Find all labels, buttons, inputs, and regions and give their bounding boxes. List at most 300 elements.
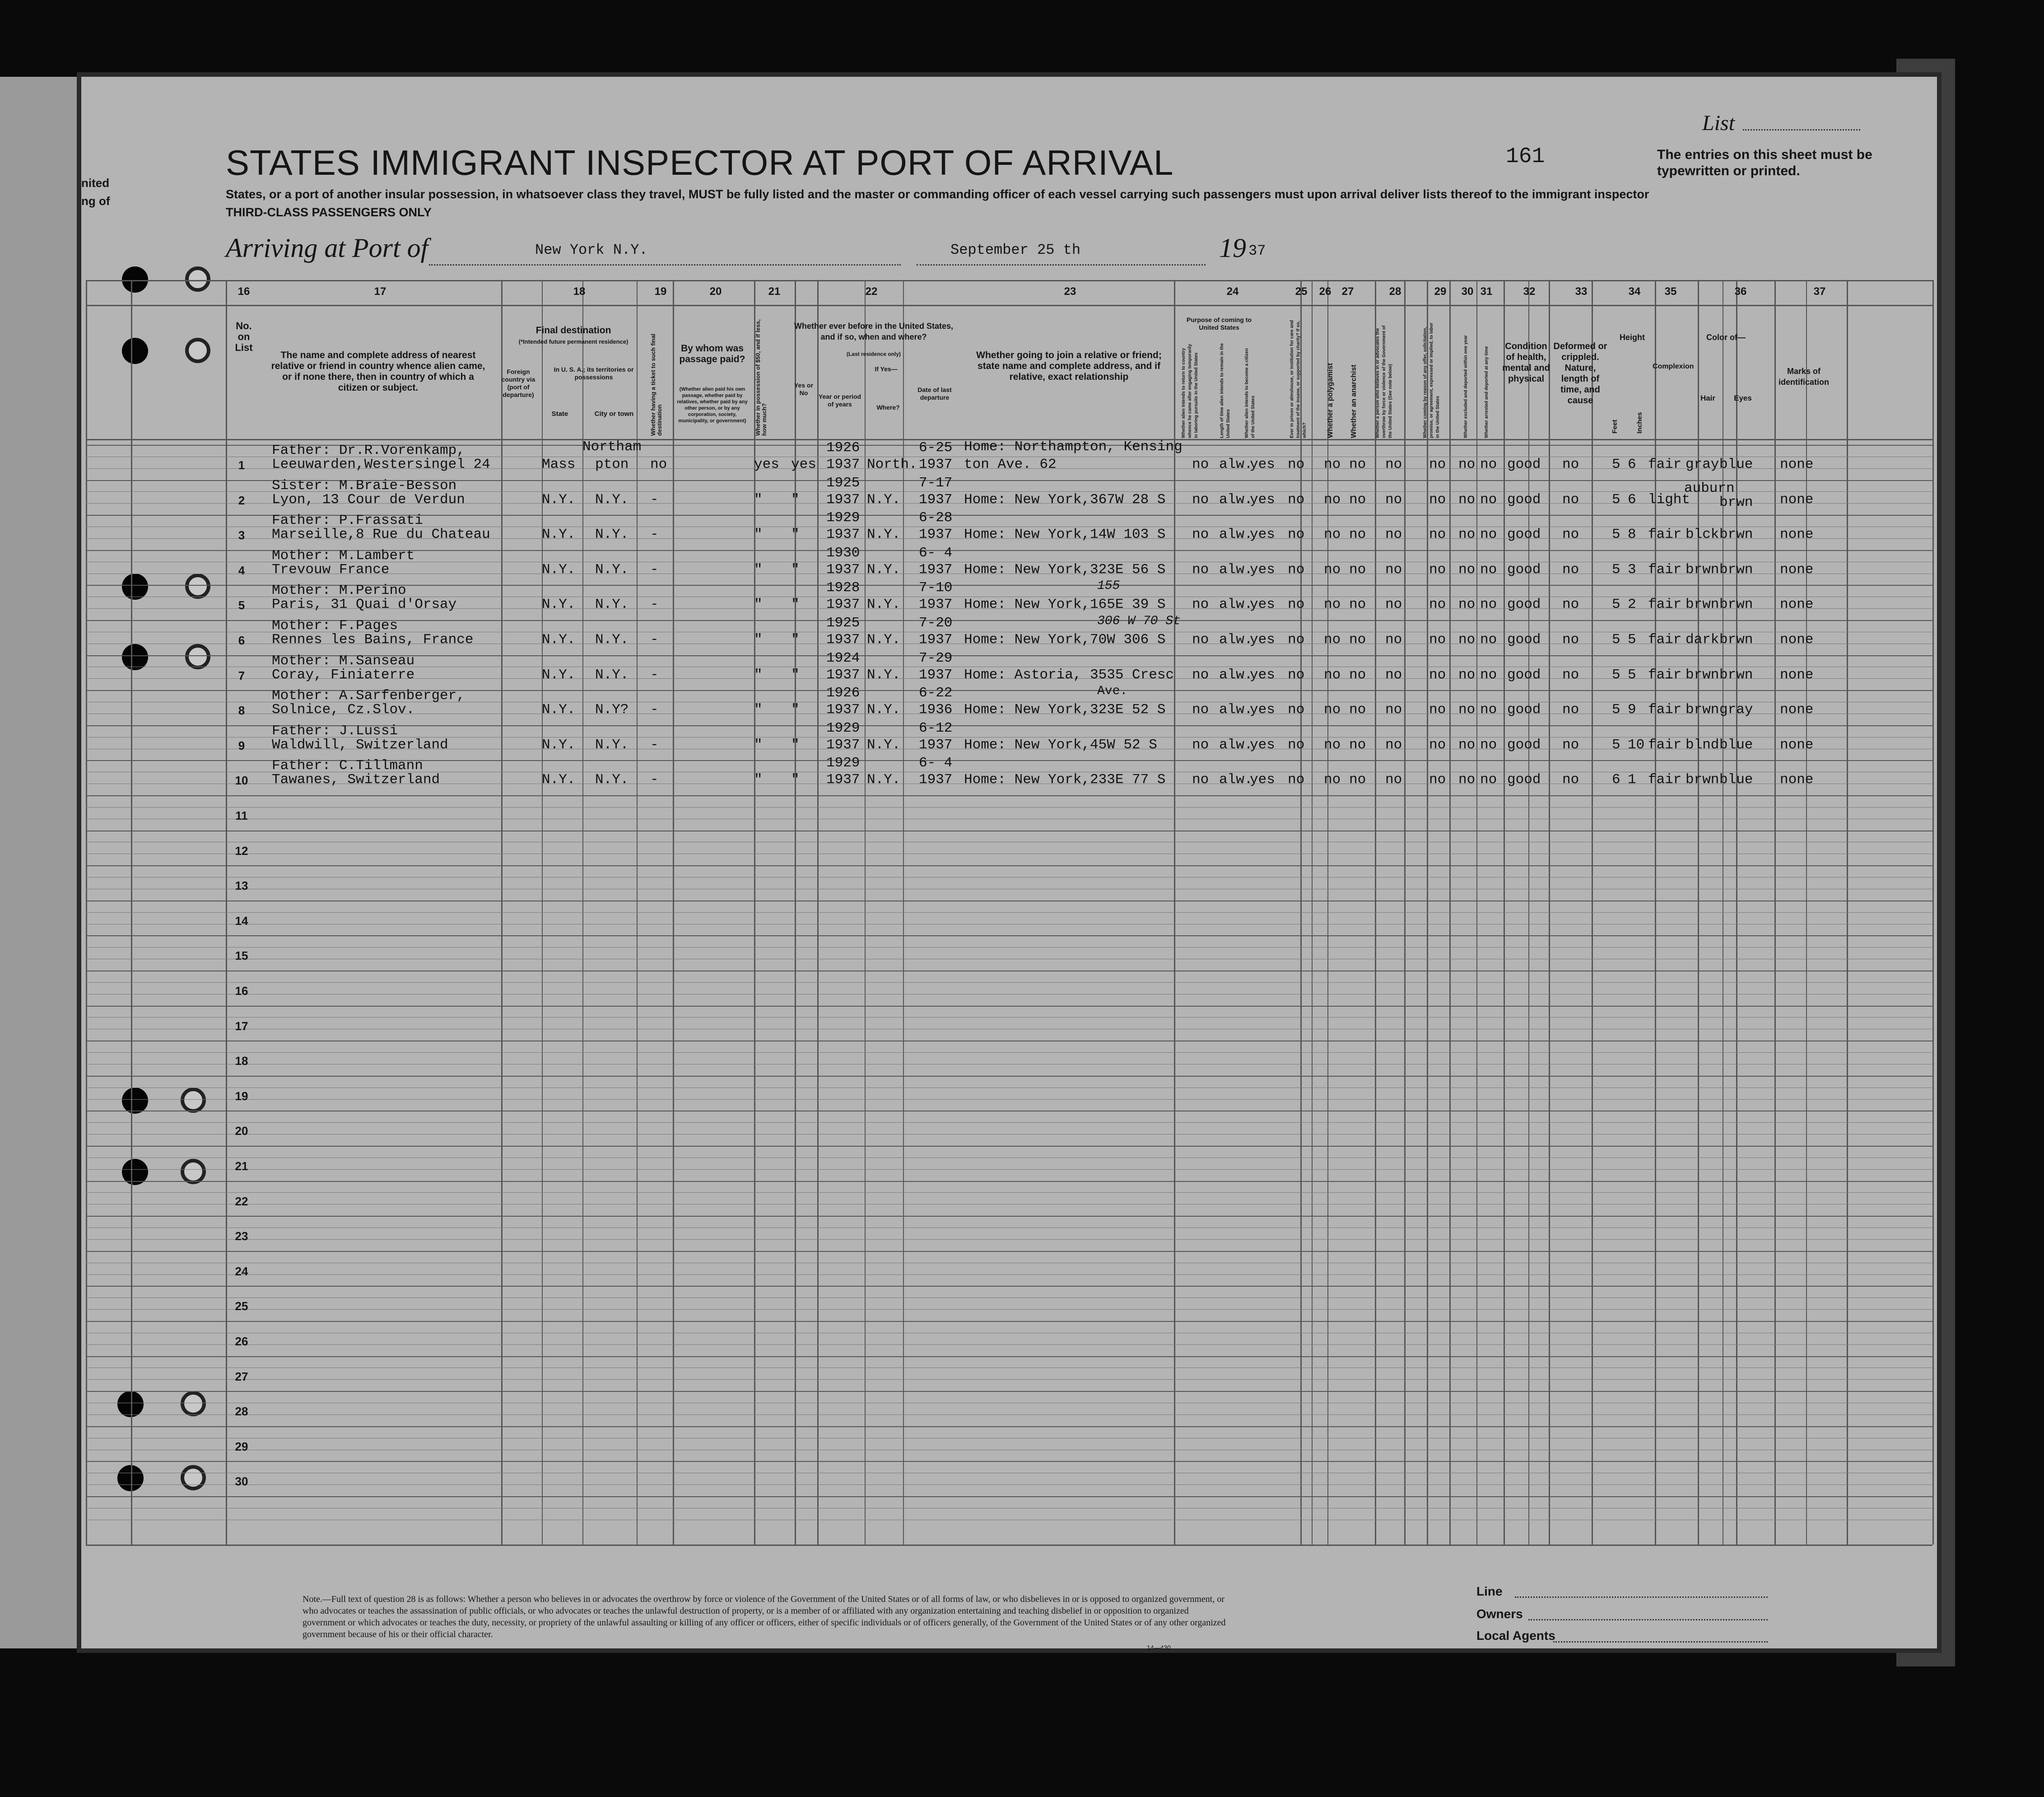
header-deformed: Deformed or crippled. Nature, length of time, and cause <box>1553 341 1607 406</box>
header-final-destination-note: (*Intended future permanent residence) <box>518 338 629 345</box>
stay-length: alw. <box>1219 632 1253 648</box>
header-date-last-departure: Date of last departure <box>917 386 952 401</box>
header-where: Where? <box>876 404 900 411</box>
previous-visit-where: N.Y. <box>867 737 901 753</box>
previous-visit-where: N.Y. <box>867 491 901 508</box>
ledger-line <box>86 865 1932 866</box>
last-departure-date: 6-28 <box>919 510 953 526</box>
relative-name: Mother: F.Pages <box>272 618 398 634</box>
entries-note: The entries on this sheet must be typewritten or printed. <box>1657 147 1872 178</box>
identification-marks: none <box>1780 702 1814 718</box>
header-purpose: Purpose of coming to United States <box>1187 316 1252 331</box>
identification-marks: none <box>1780 561 1814 578</box>
returning-answer: no <box>1192 667 1209 683</box>
relative-name: Sister: M.Braie-Besson <box>272 477 457 494</box>
deformed-answer: no <box>1562 667 1579 683</box>
row-number: 27 <box>235 1369 248 1383</box>
row-number: 13 <box>235 879 248 893</box>
joining-address-note: 306 W 70 St <box>1097 614 1181 628</box>
header-no-on-list: No. on List <box>235 320 253 353</box>
hair-color: blnd <box>1685 737 1719 753</box>
deported-answer: no <box>1480 737 1497 753</box>
header-eyes: Eyes <box>1734 394 1752 402</box>
excluded-answer: no <box>1458 527 1476 543</box>
previous-visit-year: 1925 <box>826 475 860 491</box>
deformed-answer: no <box>1562 457 1579 472</box>
last-departure-year: 1937 <box>919 772 953 788</box>
header-25: Ever in prison or almshouse, or institution for care and treatment of the insane, or supported by charity? If so, which? <box>1290 320 1307 438</box>
returning-answer: no <box>1192 527 1209 543</box>
prison-answer: no <box>1288 457 1305 472</box>
ledger-line <box>86 1391 1932 1392</box>
joining-address: Home: Astoria, 3535 Cresc <box>964 667 1174 683</box>
ledger-line <box>86 1216 1932 1217</box>
header-possession-50: Whether in possession of $50, and if less, how much? <box>754 319 768 436</box>
question-28-answer: no <box>1385 527 1402 543</box>
column-number-27: 27 <box>1341 285 1354 298</box>
relative-address: Waldwill, Switzerland <box>272 737 448 753</box>
row-number: 4 <box>238 563 245 577</box>
row-number: 29 <box>235 1439 248 1453</box>
excluded-answer: no <box>1458 772 1476 788</box>
ledger-line <box>86 1309 1932 1310</box>
ledger-line <box>86 1414 1932 1415</box>
destination-city-part: Northam <box>582 439 642 455</box>
prison-answer: no <box>1288 737 1305 753</box>
joining-address: ton Ave. 62 <box>964 457 1057 472</box>
column-number-21: 21 <box>768 285 781 298</box>
excluded-answer: no <box>1458 561 1476 578</box>
previous-visit-year-end: 1937 <box>826 527 860 543</box>
strip-fragment-2: ng of <box>81 194 110 208</box>
relative-name: Father: C.Tillmann <box>272 758 423 774</box>
ledger-line <box>86 1181 1932 1182</box>
ticket-status: - <box>650 561 659 578</box>
prison-answer: no <box>1288 597 1305 613</box>
eye-color: gray <box>1719 702 1753 718</box>
stay-length: alw. <box>1219 737 1253 753</box>
complexion: fair <box>1648 702 1682 718</box>
local-agents-label: Local Agents <box>1476 1629 1555 1643</box>
complexion: fair <box>1648 527 1682 543</box>
joining-address-note: Home: Northampton, Kensing <box>964 439 1183 455</box>
anarchist-answer: no <box>1349 491 1366 508</box>
stay-length: alw. <box>1219 561 1253 578</box>
complexion: fair <box>1648 457 1682 472</box>
height-feet: 5 <box>1612 667 1620 683</box>
destination-state: N.Y. <box>542 527 576 543</box>
height-feet: 5 <box>1612 561 1620 578</box>
identification-marks: none <box>1780 772 1814 788</box>
question-28-answer: no <box>1385 667 1402 683</box>
question-28-answer: no <box>1385 597 1402 613</box>
header-color-of: Color of— <box>1706 333 1746 342</box>
complexion: fair <box>1648 597 1682 613</box>
column-number-20: 20 <box>709 285 722 298</box>
ledger-line <box>86 1076 1932 1077</box>
header-condition: Condition of health, mental and physical <box>1502 341 1550 384</box>
row-number: 30 <box>235 1475 248 1489</box>
ledger-line <box>86 1099 1932 1100</box>
joining-address: Home: New York,70W 306 S <box>964 632 1166 648</box>
relative-name: Mother: A.Sarfenberger, <box>272 688 465 704</box>
deformed-answer: no <box>1562 527 1579 543</box>
last-departure-date: 7-20 <box>919 615 953 631</box>
height-inches: 5 <box>1628 632 1636 648</box>
deported-answer: no <box>1480 772 1497 788</box>
relative-address: Tawanes, Switzerland <box>272 772 440 788</box>
eye-color: brwn <box>1719 527 1753 543</box>
column-number-37: 37 <box>1813 285 1826 298</box>
labor-offer-answer: no <box>1429 561 1446 578</box>
identification-marks: none <box>1780 667 1814 683</box>
column-number-28: 28 <box>1389 285 1401 298</box>
anarchist-answer: no <box>1349 527 1366 543</box>
line-blank <box>1515 1596 1768 1598</box>
column-number-32: 32 <box>1523 285 1536 298</box>
deformed-answer: no <box>1562 632 1579 648</box>
previous-visit-where: N.Y. <box>867 667 901 683</box>
eye-color: blue <box>1719 772 1753 788</box>
ever-before-in-us: " <box>791 632 800 648</box>
last-departure-year: 1937 <box>919 527 953 543</box>
prison-answer: no <box>1288 561 1305 578</box>
header-height: Height <box>1620 333 1645 342</box>
ledger-line <box>86 1356 1932 1357</box>
row-number: 19 <box>235 1089 248 1103</box>
joining-address: Home: New York,14W 103 S <box>964 527 1166 543</box>
ledger-line <box>86 1169 1932 1170</box>
height-feet: 5 <box>1612 597 1620 613</box>
stay-length: alw. <box>1219 527 1253 543</box>
ticket-status: - <box>650 702 659 718</box>
ledger-line <box>86 947 1932 948</box>
height-inches: 3 <box>1628 561 1636 578</box>
previous-visit-year: 1926 <box>826 440 860 456</box>
eye-color: blue <box>1719 457 1753 472</box>
row-number: 28 <box>235 1405 248 1419</box>
row-number: 2 <box>238 493 245 507</box>
passage-paid-ditto: " <box>754 597 763 613</box>
anarchist-answer: no <box>1349 457 1366 472</box>
complexion: fair <box>1648 737 1682 753</box>
deported-answer: no <box>1480 632 1497 648</box>
header-state: State <box>551 410 568 418</box>
labor-offer-answer: no <box>1429 597 1446 613</box>
row-number: 25 <box>235 1299 248 1313</box>
header-29: Whether coming by reason of any offer, solicitation, promise, or agreement, expressed or implied, to labor in the United States <box>1423 322 1440 438</box>
polygamist-answer: no <box>1324 632 1341 648</box>
height-feet: 5 <box>1612 737 1620 753</box>
height-inches: 8 <box>1628 527 1636 543</box>
last-departure-year: 1937 <box>919 597 953 613</box>
anarchist-answer: no <box>1349 702 1366 718</box>
ledger-line <box>86 795 1932 796</box>
deformed-answer: no <box>1562 772 1579 788</box>
question-28-answer: no <box>1385 772 1402 788</box>
previous-visit-where: N.Y. <box>867 561 901 578</box>
last-departure-date: 7-17 <box>919 475 953 491</box>
deported-answer: no <box>1480 561 1497 578</box>
citizenship-intent: yes <box>1250 457 1275 472</box>
deported-answer: no <box>1480 491 1497 508</box>
passage-paid-ditto: " <box>754 632 763 648</box>
last-departure-date: 6- 4 <box>919 545 953 561</box>
stay-length: alw. <box>1219 457 1253 472</box>
relative-name: Mother: M.Lambert <box>272 547 415 564</box>
health-condition: good <box>1507 561 1541 578</box>
previous-visit-year-end: 1937 <box>826 667 860 683</box>
citizenship-intent: yes <box>1250 737 1275 753</box>
citizenship-intent: yes <box>1250 597 1275 613</box>
question-28-note: Note.—Full text of question 28 is as follows: Whether a person who believes in or advocates the overthrow by force or violence of the Government of the United States or of all forms of law, or who disbelieves in or is opposed to organized government, or who advocates or teaches the assassination of public officials, or who advocates or teaches the unlawful destruction of property, or is a member of or affiliated with any organization entertaining and teaching disbelief in or opposition to organized government or which advocates or teaches the duty, necessity, or propriety of the unlawful assaulting or killing of any officer or officers, either of specific individuals or of officers generally, of the Government of the United States or of any other organized government because of his or their official character. <box>303 1594 1226 1639</box>
ledger-line <box>86 1274 1932 1275</box>
identification-marks: none <box>1780 737 1814 753</box>
destination-city: N.Y. <box>595 597 629 613</box>
ledger-line <box>86 912 1932 913</box>
joining-address: Home: New York,323E 52 S <box>964 702 1166 718</box>
header-name-address: The name and complete address of nearest relative or friend in country whence alien came, or if none there, then in country of which a citizen or subject. <box>271 350 485 393</box>
ticket-status: - <box>650 772 659 788</box>
complexion: fair <box>1648 772 1682 788</box>
row-number: 1 <box>238 458 245 472</box>
destination-city: N.Y. <box>595 737 629 753</box>
labor-offer-answer: no <box>1429 667 1446 683</box>
arriving-label: Arriving at Port of <box>226 233 428 263</box>
ledger-line <box>86 1052 1932 1053</box>
destination-city: N.Y. <box>595 667 629 683</box>
hair-color: brwn <box>1685 772 1719 788</box>
header-passage-paid: By whom was passage paid? <box>679 343 745 364</box>
citizenship-intent: yes <box>1250 667 1275 683</box>
destination-state: N.Y. <box>542 491 576 508</box>
polygamist-answer: no <box>1324 772 1341 788</box>
citizenship-intent: yes <box>1250 702 1275 718</box>
citizenship-intent: yes <box>1250 632 1275 648</box>
header-hair: Hair <box>1700 394 1716 402</box>
column-number-33: 33 <box>1575 285 1588 298</box>
height-inches: 9 <box>1628 702 1636 718</box>
polygamist-answer: no <box>1324 457 1341 472</box>
citizenship-intent: yes <box>1250 491 1275 508</box>
eye-color: brwn <box>1719 632 1753 648</box>
ticket-status: - <box>650 491 659 508</box>
previous-visit-year: 1929 <box>826 720 860 736</box>
header-24c: Whether alien intends to become a citizen of the United States <box>1244 348 1256 438</box>
deformed-answer: no <box>1562 597 1579 613</box>
destination-city: N.Y? <box>595 702 629 718</box>
excluded-answer: no <box>1458 702 1476 718</box>
relative-name: Mother: M.Perino <box>272 583 406 599</box>
ledger-line <box>86 1496 1932 1497</box>
header-anarchist: Whether an anarchist <box>1350 364 1358 438</box>
ledger-line <box>86 1122 1932 1123</box>
passage-paid-ditto: yes <box>754 457 779 472</box>
previous-visit-where: N.Y. <box>867 702 901 718</box>
height-inches: 6 <box>1628 491 1636 508</box>
excluded-answer: no <box>1458 632 1476 648</box>
eye-color: brwn <box>1719 667 1753 683</box>
ledger-line <box>86 1484 1932 1485</box>
citizenship-intent: yes <box>1250 772 1275 788</box>
relative-address: Marseille,8 Rue du Chateau <box>272 527 490 543</box>
column-number-25: 25 <box>1295 285 1308 298</box>
passage-paid-ditto: " <box>754 491 763 508</box>
deported-answer: no <box>1480 457 1497 472</box>
grid-rule <box>86 280 1932 281</box>
prison-answer: no <box>1288 702 1305 718</box>
column-number-16: 16 <box>237 285 250 298</box>
deported-answer: no <box>1480 527 1497 543</box>
passage-paid-ditto: " <box>754 527 763 543</box>
previous-visit-where: North. <box>867 457 917 472</box>
citizenship-intent: yes <box>1250 527 1275 543</box>
health-condition: good <box>1507 667 1541 683</box>
relative-address: Lyon, 13 Cour de Verdun <box>272 491 465 508</box>
health-condition: good <box>1507 737 1541 753</box>
ledger-line <box>86 982 1932 983</box>
destination-city: N.Y. <box>595 527 629 543</box>
identification-marks: none <box>1780 457 1814 472</box>
ticket-status: - <box>650 597 659 613</box>
identification-marks: none <box>1780 597 1814 613</box>
complexion: fair <box>1648 632 1682 648</box>
height-feet: 5 <box>1612 702 1620 718</box>
destination-state: N.Y. <box>542 702 576 718</box>
labor-offer-answer: no <box>1429 491 1446 508</box>
complexion: fair <box>1648 667 1682 683</box>
excluded-answer: no <box>1458 457 1476 472</box>
height-inches: 2 <box>1628 597 1636 613</box>
labor-offer-answer: no <box>1429 702 1446 718</box>
destination-state: N.Y. <box>542 667 576 683</box>
excluded-answer: no <box>1458 491 1476 508</box>
identification-marks: none <box>1780 632 1814 648</box>
column-number-29: 29 <box>1434 285 1447 298</box>
returning-answer: no <box>1192 702 1209 718</box>
grid-rule <box>86 305 1932 306</box>
previous-visit-year-end: 1937 <box>826 561 860 578</box>
anarchist-answer: no <box>1349 667 1366 683</box>
health-condition: good <box>1507 632 1541 648</box>
row-number: 6 <box>238 634 245 647</box>
complexion: light <box>1648 491 1690 508</box>
column-number-22: 22 <box>865 285 878 298</box>
destination-state: N.Y. <box>542 632 576 648</box>
stay-length: alw. <box>1219 597 1253 613</box>
destination-city: N.Y. <box>595 491 629 508</box>
hair-color: blck <box>1685 527 1719 543</box>
question-28-answer: no <box>1385 737 1402 753</box>
row-number: 18 <box>235 1054 248 1068</box>
grid-rule <box>86 1545 1932 1546</box>
height-feet: 5 <box>1612 491 1620 508</box>
citizenship-intent: yes <box>1250 561 1275 578</box>
header-28: Whether a person who believes in or advocates the overthrow by force or violence of the Government of the United States (See note below) <box>1375 325 1393 438</box>
column-number-17: 17 <box>374 285 386 298</box>
polygamist-answer: no <box>1324 527 1341 543</box>
arrival-year: 37 <box>1248 243 1266 259</box>
owners-label: Owners <box>1476 1607 1523 1621</box>
header-inches: Inches <box>1636 412 1644 434</box>
ledger-line <box>86 1379 1932 1380</box>
question-28-answer: no <box>1385 702 1402 718</box>
header-in-usa: In U. S. A.; its territories or possessions <box>554 366 634 381</box>
question-28-answer: no <box>1385 491 1402 508</box>
joining-address: Home: New York,323E 56 S <box>964 561 1166 578</box>
row-number: 16 <box>235 984 248 998</box>
hair-color: auburn <box>1684 480 1735 496</box>
health-condition: good <box>1507 772 1541 788</box>
relative-address: Coray, Finiaterre <box>272 667 415 683</box>
header-year-period: Year or period of years <box>818 393 861 408</box>
column-number-35: 35 <box>1664 285 1677 298</box>
hair-color: gray <box>1685 457 1719 472</box>
port-blank <box>429 264 901 266</box>
deformed-answer: no <box>1562 737 1579 753</box>
previous-visit-year: 1930 <box>826 545 860 561</box>
height-inches: 6 <box>1628 457 1636 472</box>
ledger-line <box>86 1251 1932 1252</box>
column-number-24: 24 <box>1226 285 1239 298</box>
row-number: 8 <box>238 704 245 718</box>
previous-visit-year-end: 1937 <box>826 597 860 613</box>
labor-offer-answer: no <box>1429 737 1446 753</box>
previous-visit-year: 1929 <box>826 755 860 771</box>
height-inches: 5 <box>1628 667 1636 683</box>
list-label: List <box>1702 111 1735 135</box>
eye-color: blue <box>1719 737 1753 753</box>
joining-address: Home: New York,45W 52 S <box>964 737 1157 753</box>
column-number-30: 30 <box>1461 285 1474 298</box>
deformed-answer: no <box>1562 491 1579 508</box>
anarchist-answer: no <box>1349 737 1366 753</box>
ledger-line <box>86 1321 1932 1322</box>
ledger-line <box>86 935 1932 936</box>
ever-before-in-us: " <box>791 772 800 788</box>
labor-offer-answer: no <box>1429 457 1446 472</box>
relative-address: Paris, 31 Quai d'Orsay <box>272 597 457 613</box>
passage-paid-ditto: " <box>754 667 763 683</box>
deported-answer: no <box>1480 597 1497 613</box>
returning-answer: no <box>1192 772 1209 788</box>
header-before-us: Whether ever before in the United States, and if so, when and where? <box>794 322 954 341</box>
column-number-18: 18 <box>573 285 586 298</box>
excluded-answer: no <box>1458 737 1476 753</box>
ledger-line <box>86 1146 1932 1147</box>
row-number: 9 <box>238 738 245 752</box>
anarchist-answer: no <box>1349 632 1366 648</box>
health-condition: good <box>1507 527 1541 543</box>
returning-answer: no <box>1192 597 1209 613</box>
form-number: 14—430 <box>1147 1644 1171 1651</box>
height-feet: 5 <box>1612 457 1620 472</box>
last-departure-year: 1936 <box>919 702 953 718</box>
height-feet: 5 <box>1612 527 1620 543</box>
identification-marks: none <box>1780 491 1814 508</box>
row-number: 12 <box>235 844 248 858</box>
polygamist-answer: no <box>1324 702 1341 718</box>
polygamist-answer: no <box>1324 667 1341 683</box>
previous-visit-where: N.Y. <box>867 772 901 788</box>
anarchist-answer: no <box>1349 772 1366 788</box>
height-inches: 1 <box>1628 772 1636 788</box>
header-city: City or town <box>594 410 634 418</box>
row-number: 21 <box>235 1159 248 1173</box>
previous-visit-year-end: 1937 <box>826 702 860 718</box>
identification-marks: none <box>1780 527 1814 543</box>
hair-color: brwn <box>1685 702 1719 718</box>
